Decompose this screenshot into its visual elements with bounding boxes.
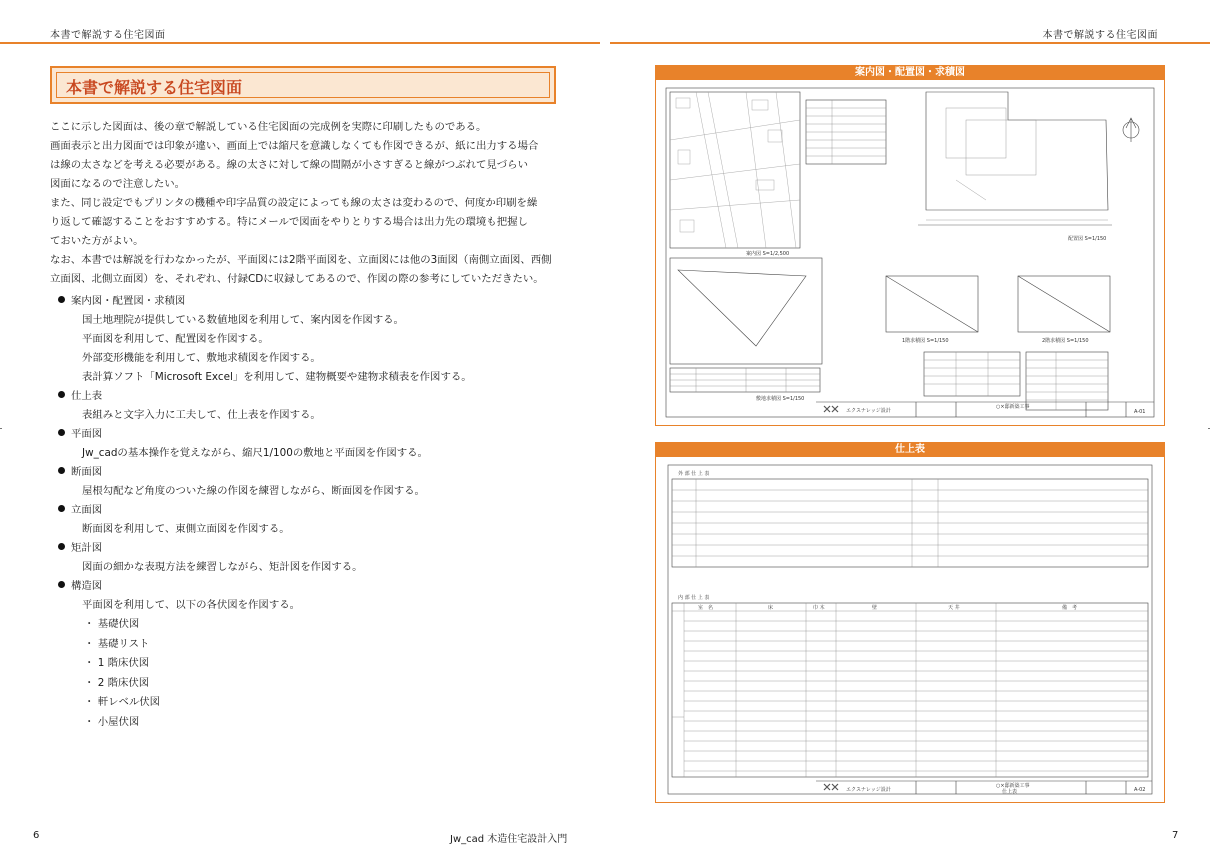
list-item-desc: 外部変形機能を利用して、敷地求積図を作図する。 [82,352,321,364]
list-item-desc: 表組みと文字入力に工夫して、仕上表を作図する。 [82,409,321,421]
crop-mark-left [0,428,2,429]
list-item-desc: 国土地理院が提供している数値地図を利用して、案内図を作図する。 [82,314,404,326]
sub-list-item: ・ 軒レベル伏図 [84,696,161,708]
sheet-name: 仕上表 [1002,789,1018,795]
list-item: 矩計図 [58,539,578,558]
drawing-list [58,292,578,732]
exterior-finish-heading: 外 部 仕 上 表 [678,471,710,477]
finish-schedule-panel-title: 仕上表 [656,443,1164,457]
col-ceiling: 天 井 [948,605,960,611]
intro-line: は線の太さなどを考える必要がある。線の太さに対して線の間隔が小さすぎると線がつぶれて見づらい [50,159,528,171]
list-item-desc: 平面図を利用して、配置図を作図する。 [82,333,269,345]
finish-schedule-panel [655,442,1165,803]
running-header-right: 本書で解説する住宅図面 [1042,30,1158,41]
intro-line: なお、本書では解説を行わなかったが、平面図には2階平面図を、立面図には他の3面図（南側立面図、西側 [50,254,552,266]
sub-list-item: ・ 1 階床伏図 [84,657,150,669]
sub-list-item: ・ 基礎リスト [84,637,150,650]
bullet-icon [58,429,65,436]
page-number-left: 6 [33,830,40,841]
bullet-icon [58,467,65,474]
intro-line: ここに示した図面は、後の章で解説している住宅図面の完成例を実際に印刷したものである。 [50,121,487,133]
list-item: 平面図 [58,425,578,444]
intro-line: ておいた方がよい。 [50,235,144,247]
bullet-icon [58,296,65,303]
site-plan-panel-title: 案内図・配置図・求積図 [656,66,1164,80]
list-item: 仕上表 [58,387,578,406]
sheet-number: A-02 [1134,787,1146,793]
firm-logo-icon [824,406,838,412]
sub-list-item: ・ 基礎伏図 [84,618,140,630]
list-item-desc: 図面の細かな表現方法を練習しながら、矩計図を作図する。 [82,561,363,573]
site-area-label: 敷地求積図 S=1/150 [756,396,805,402]
list-item: 立面図 [58,501,578,520]
firm-logo-icon [824,784,838,790]
bullet-icon [58,505,65,512]
col-note: 備 考 [1062,605,1078,611]
sub-list-item: ・ 小屋伏図 [84,715,140,728]
floor1-area-label: 1階求積図 S=1/150 [902,338,949,344]
bullet-icon [58,391,65,398]
guide-map-label: 案内図 S=1/2,500 [746,251,790,257]
intro-text [50,118,558,289]
site-plan-drawing [656,80,1164,425]
interior-finish-heading: 内 部 仕 上 表 [678,595,710,601]
sub-list-item: ・ 2 階床伏図 [84,676,150,689]
finish-schedule-drawing [656,457,1164,802]
book-title: Jw_cad 木造住宅設計入門 [450,834,568,845]
sheet-number: A-01 [1134,409,1146,415]
list-item-desc: 平面図を利用して、以下の各伏図を作図する。 [82,599,300,611]
firm-name: エクスナレッジ設計 [846,787,891,793]
list-item-desc: 屋根勾配など角度のついた線の作図を練習しながら、断面図を作図する。 [82,485,425,497]
col-wall: 壁 [872,605,878,611]
col-floor: 床 [768,605,774,611]
intro-line: 図面になるので注意したい。 [50,178,186,190]
site-plan-panel [655,65,1165,426]
firm-name: エクスナレッジ設計 [846,408,891,414]
section-title: 本書で解説する住宅図面 [66,78,243,97]
intro-line: り返して確認することをおすすめする。特にメールで図面をやりとりする場合は出力先の環境も把握し [50,216,528,228]
running-header-left: 本書で解説する住宅図面 [50,30,166,41]
section-title-box [50,66,556,104]
intro-line: 立面図、北側立面図）を、それぞれ、付録CDに収録してあるので、作図の際の参考にしていただきたい。 [50,273,544,285]
list-item-desc: 断面図を利用して、東側立面図を作図する。 [82,523,290,535]
intro-line: また、同じ設定でもプリンタの機種や印字品質の設定によっても線の太さは変わるので、何度か印刷を繰 [50,197,538,209]
floor2-area-label: 2階求積図 S=1/150 [1042,338,1089,344]
intro-line: 画面表示と出力図面では印象が違い、画面上では縮尺を意識しなくても作図できるが、紙に出力する場合 [50,140,539,152]
list-item-desc: 表計算ソフト「Microsoft Excel」を利用して、建物概要や建物求積表を作図する。 [82,371,472,383]
list-item: 構造図 [58,577,578,596]
header-rule-right [610,42,1210,44]
header-rule-left [0,42,600,44]
col-room: 室 名 [698,605,714,611]
owner-name: ○×邸新築工事 [996,783,1030,789]
bullet-icon [58,581,65,588]
layout-plan-label: 配置図 S=1/150 [1068,236,1107,242]
list-item-desc: Jw_cadの基本操作を覚えながら、縮尺1/100の敷地と平面図を作図する。 [82,447,428,459]
list-item: 断面図 [58,463,578,482]
col-base: 巾 木 [813,605,825,611]
list-item: 案内図・配置図・求積図 [58,292,578,311]
owner-name: ○×邸新築工事 [996,404,1030,410]
bullet-icon [58,543,65,550]
page-number-right: 7 [1172,830,1179,841]
